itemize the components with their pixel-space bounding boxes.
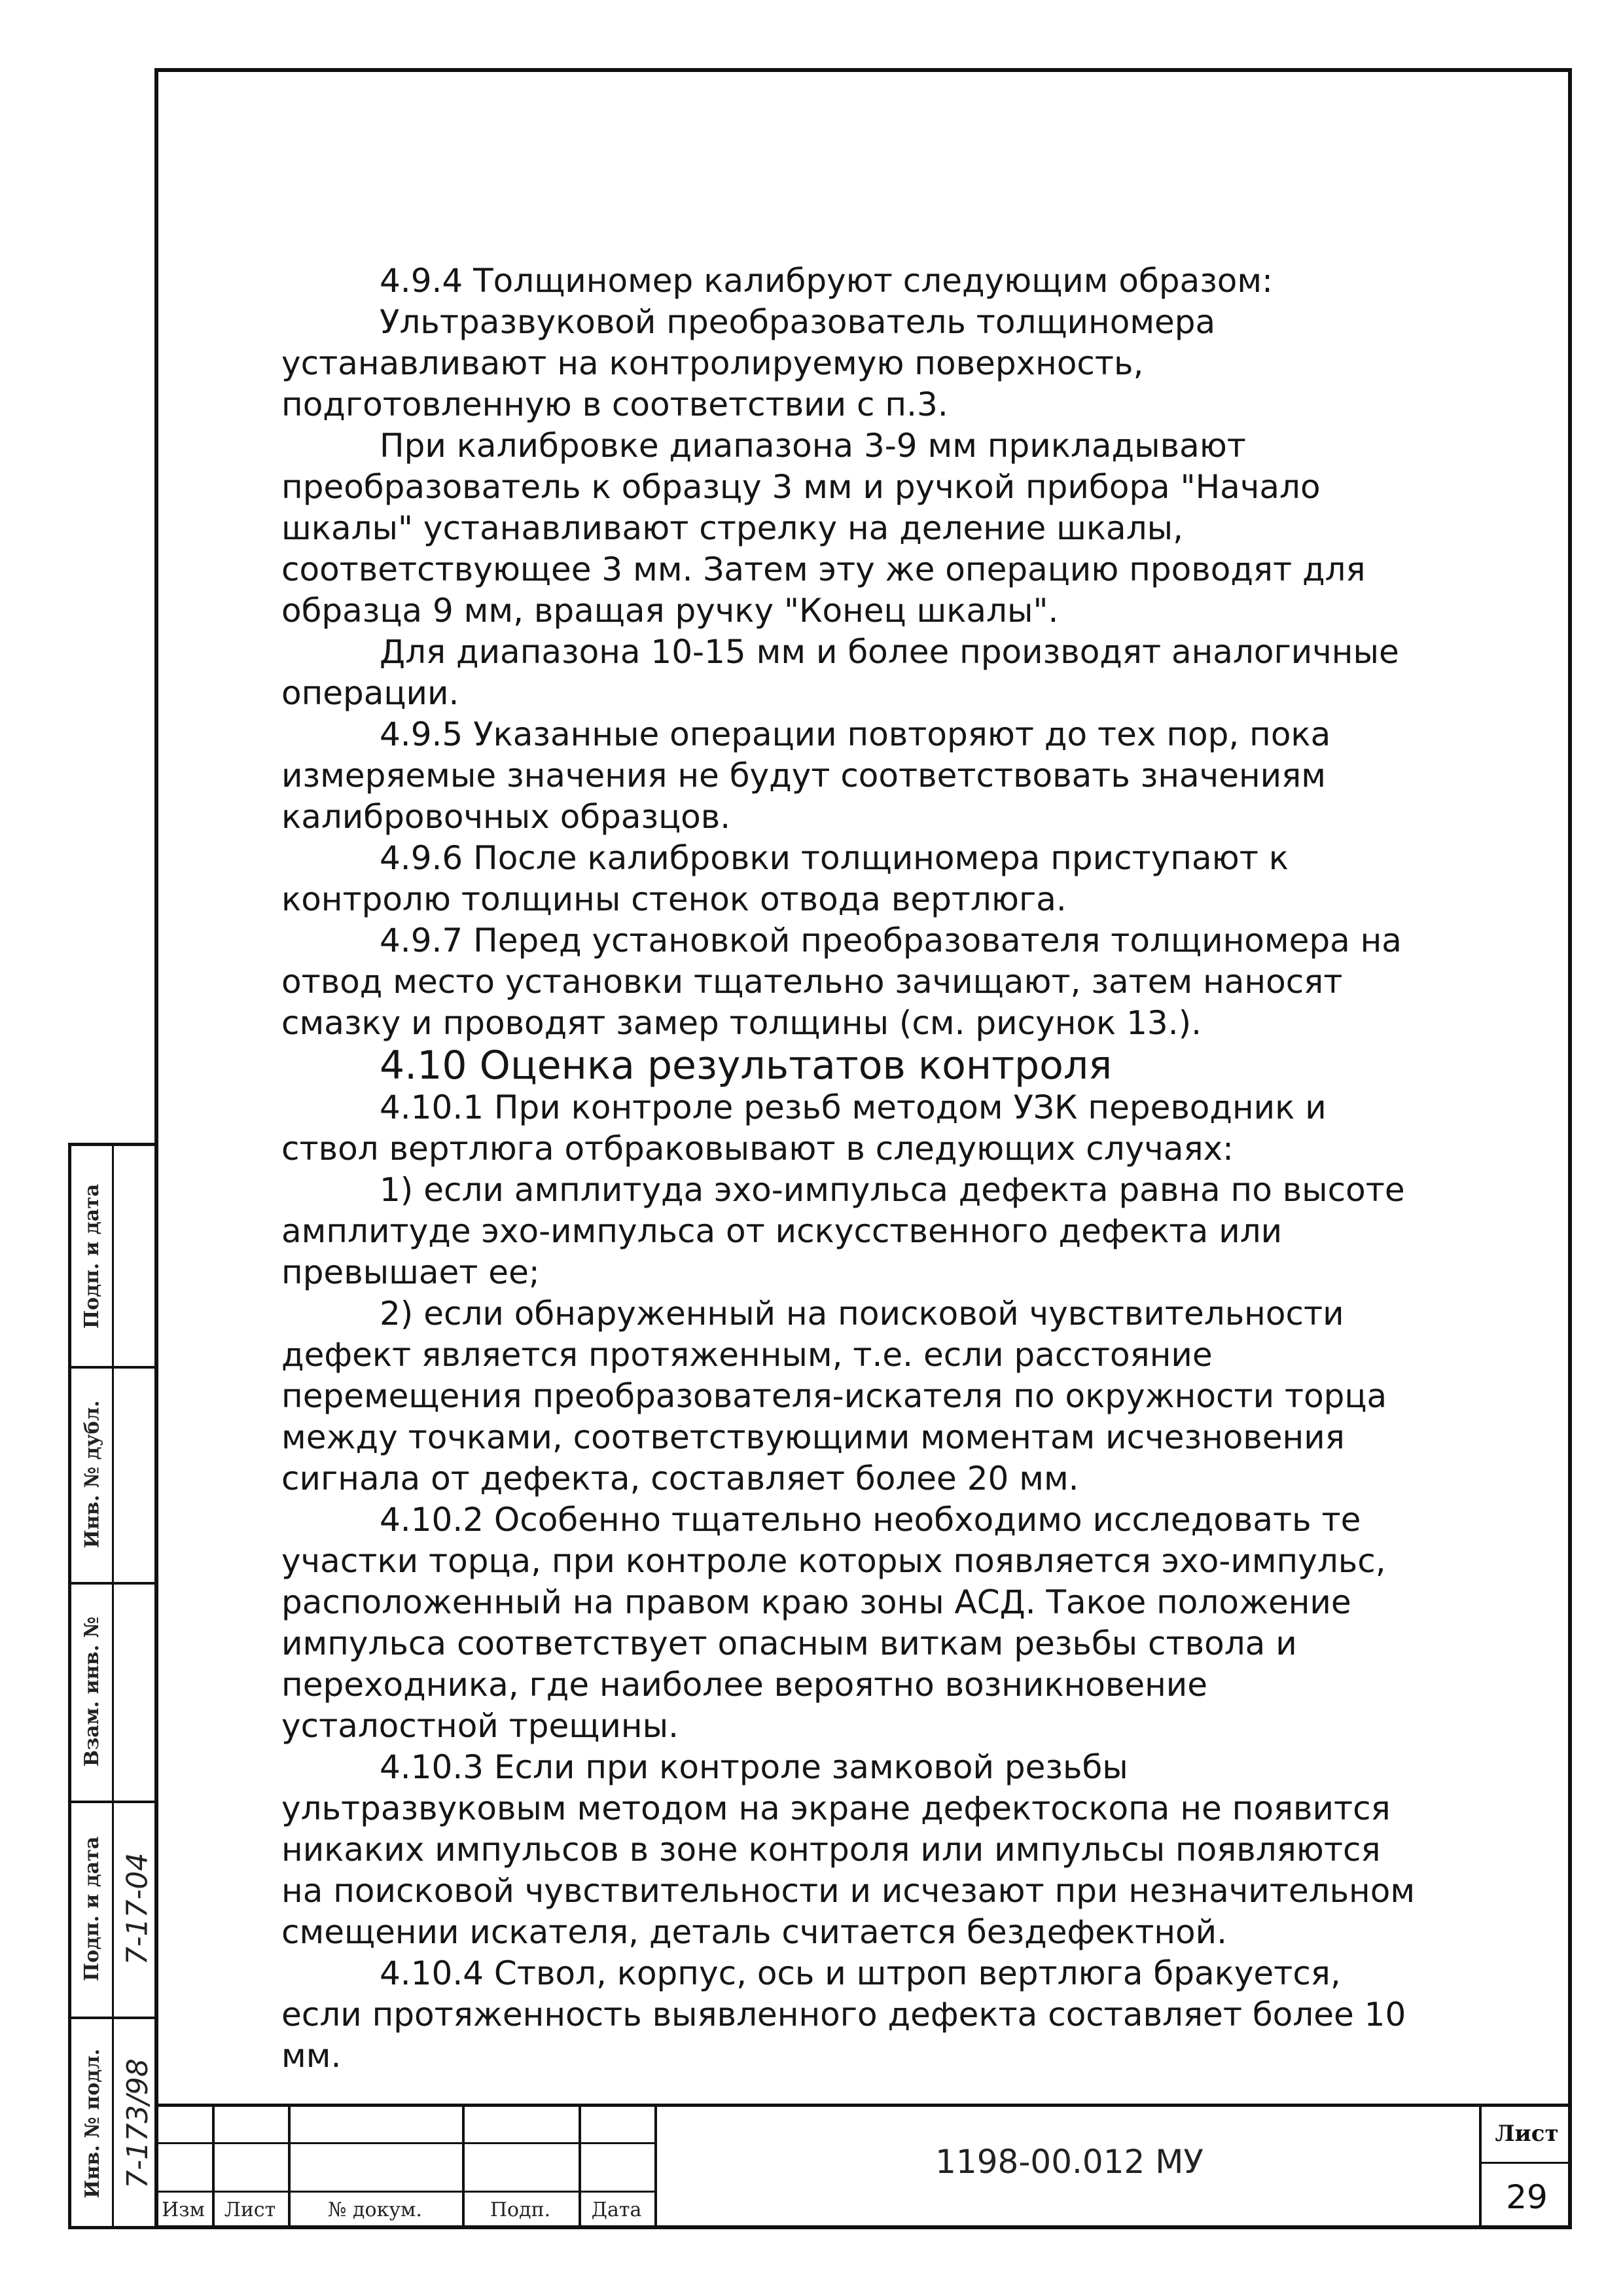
strip-label-dup-inv: Инв. № дубл.: [80, 1400, 104, 1548]
strip-label-sign-date-2: Подп. и дата: [80, 1836, 104, 1981]
document-code: 1198-00.012 МУ: [935, 2142, 1204, 2181]
paragraph: Ультразвуковой преобразователь толщиномера устанавливают на контролируемую поверхность, подготовленную в соответствии с п.3.: [281, 303, 1216, 423]
tb-col-date: Дата: [591, 2198, 642, 2221]
strip-handwritten-inv-number: 7-173/98: [120, 2058, 154, 2189]
strip-label-sign-date-1: Подп. и дата: [80, 1183, 104, 1329]
tb-col-doc-no: № докум.: [328, 2198, 422, 2221]
paragraph: 4.9.4 Толщиномер калибруют следующим образом:: [380, 262, 1273, 300]
paragraph: 4.9.5 Указанные операции повторяют до тех пор, пока измеряемые значения не будут соответствовать значениям калибровочных образцов.: [281, 715, 1331, 836]
sheet-number: 29: [1506, 2178, 1548, 2216]
title-block: [154, 2104, 1572, 2229]
paragraph: 2) если обнаруженный на поисковой чувствительности дефект является протяженным, т.е. если расстояние перемещения преобразователя-искателя по окружности торца между точками, соответствующими моментам исчезновения сигнала от дефекта, составляет более 20 мм.: [281, 1295, 1387, 1498]
strip-handwritten-date: 7-17-04: [120, 1852, 154, 1965]
paragraph: 1) если амплитуда эхо-импульса дефекта равна по высоте амплитуде эхо-импульса от искусственного дефекта или превышает ее;: [281, 1171, 1405, 1291]
paragraph: 4.9.7 Перед установкой преобразователя толщиномера на отвод место установки тщательно зачищают, затем наносят смазку и проводят замер толщины (см. рисунок 13.).: [281, 922, 1402, 1042]
binding-strip: [68, 1143, 158, 2229]
sheet-label: Лист: [1495, 2121, 1559, 2147]
tb-col-sheet: Лист: [224, 2198, 276, 2221]
paragraph: При калибровке диапазона 3-9 мм прикладывают преобразователь к образцу 3 мм и ручкой прибора "Начало шкалы" устанавливают стрелку на деление шкалы, соответствующее 3 мм. Затем эту же операцию проводят для образца 9 мм, вращая ручку "Конец шкалы".: [281, 427, 1366, 630]
strip-label-replace-inv: Взам. инв. №: [80, 1616, 104, 1767]
strip-column-divider: [112, 1146, 114, 2226]
paragraph: 4.10.3 Если при контроле замковой резьбы ультразвуковым методом на экране дефектоскопа не появится никаких импульсов в зоне контроля или импульсы появляются на поисковой чувствительности и исчезают при незначительном смещении искателя, деталь считается бездефектной.: [281, 1748, 1416, 1951]
body-text: [281, 260, 1420, 2077]
strip-label-orig-inv: Инв. № подл.: [80, 2048, 104, 2198]
paragraph: 4.10.4 Ствол, корпус, ось и штроп вертлюга бракуется, если протяженность выявленного дефекта составляет более 10 мм.: [281, 1954, 1406, 2075]
tb-row-line: [1482, 2162, 1572, 2164]
tb-row-line: [154, 2142, 654, 2144]
tb-col-change: Изм: [162, 2198, 205, 2221]
paragraph: 4.10.2 Особенно тщательно необходимо исследовать те участки торца, при контроле которых появляется эхо-импульс, расположенный на правом краю зоны АСД. Такое положение импульса соответствует опасным виткам резьбы ствола и переходника, где наиболее вероятно возникновение усталостной трещины.: [281, 1501, 1386, 1745]
tb-col-signature: Подп.: [490, 2198, 551, 2221]
paragraph: 4.10.1 При контроле резьб методом УЗК переводник и ствол вертлюга отбраковывают в следующих случаях:: [281, 1088, 1327, 1168]
section-heading: 4.10 Оценка результатов контроля: [380, 1043, 1113, 1088]
paragraph: 4.9.6 После калибровки толщиномера приступают к контролю толщины стенок отвода вертлюга.: [281, 839, 1289, 918]
paragraph: Для диапазона 10-15 мм и более производят аналогичные операции.: [281, 633, 1399, 712]
